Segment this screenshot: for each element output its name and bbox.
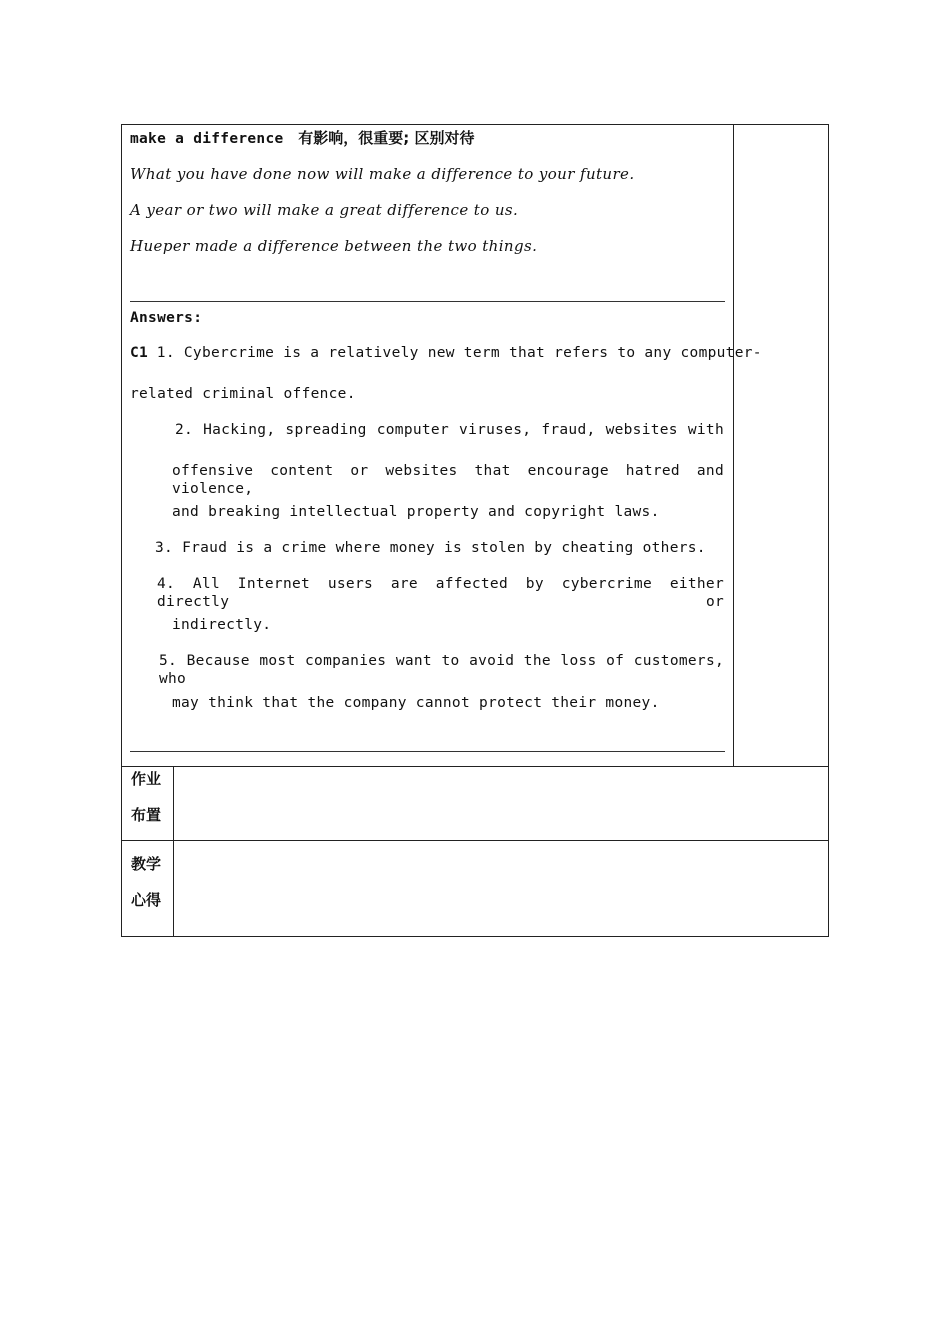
phrase-term: make a difference xyxy=(130,131,284,147)
answer-text: indirectly. xyxy=(172,617,272,633)
homework-label-line-1: 作业 xyxy=(131,770,162,788)
section-rule xyxy=(130,751,725,752)
answer-text: 3. Fraud is a crime where money is stolen by cheating others. xyxy=(155,540,706,556)
phrase-heading xyxy=(130,129,474,148)
answer-text: 4. All Internet users are affected by cybercrime either directly or xyxy=(157,576,724,610)
reflection-label-line-2: 心得 xyxy=(131,891,162,909)
right-column-divider xyxy=(733,124,734,767)
answer-text: offensive content or websites that encourage hatred and violence, xyxy=(172,463,724,497)
answer-text: 2. Hacking, spreading computer viruses, fraud, websites with xyxy=(175,422,724,438)
example-sentence: Hueper made a difference between the two things. xyxy=(130,237,538,255)
answer-text: 1. Cybercrime is a relatively new term that refers to any computer- xyxy=(156,345,762,361)
row-divider-homework xyxy=(121,766,829,767)
row-divider-reflection xyxy=(121,840,829,841)
answer-text: 5. Because most companies want to avoid the loss of customers, who xyxy=(159,653,724,687)
answer-text: may think that the company cannot protect their money. xyxy=(172,695,660,711)
section-label: C1 xyxy=(130,345,149,361)
answer-1-line-1 xyxy=(130,344,762,362)
example-sentence: What you have done now will make a difference to your future. xyxy=(130,165,635,183)
example-sentence: A year or two will make a great difference to us. xyxy=(130,201,519,219)
reflection-label-line-1: 教学 xyxy=(131,855,162,873)
answer-text: related criminal offence. xyxy=(130,386,356,402)
section-rule xyxy=(130,301,725,302)
answers-heading: Answers: xyxy=(130,310,203,326)
answer-text: and breaking intellectual property and copyright laws. xyxy=(172,504,660,520)
homework-label-line-2: 布置 xyxy=(131,806,162,824)
phrase-meaning: 有影响，很重要; 区别对待 xyxy=(298,129,475,147)
label-column-divider xyxy=(173,766,174,937)
